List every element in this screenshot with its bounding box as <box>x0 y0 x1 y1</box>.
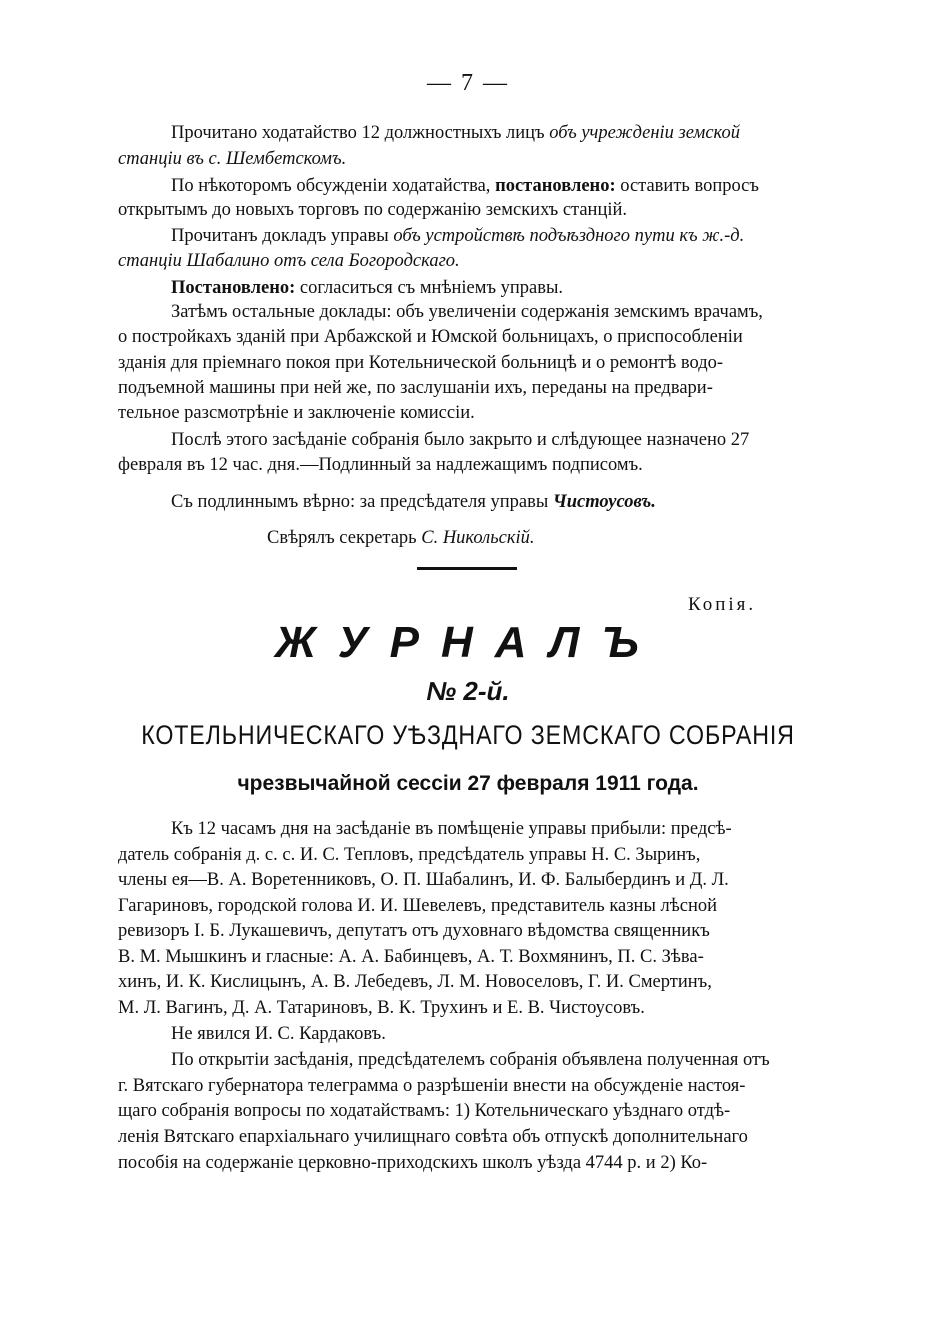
text-line <box>118 249 460 273</box>
separator-rule <box>417 567 517 570</box>
text-line <box>118 401 475 425</box>
span: пособія на содержаніе церковно-приходскихъ школъ уѣзда 4744 р. и 2) Ко- <box>118 1153 708 1173</box>
text-line <box>118 945 704 969</box>
text-line <box>171 1022 386 1046</box>
span: тельное разсмотрѣніе и заключеніе комиссіи. <box>118 403 475 423</box>
span: С. Никольскій. <box>421 528 535 548</box>
text-line <box>118 453 643 477</box>
text-line <box>118 198 627 222</box>
text-line <box>118 147 346 171</box>
span: ревизоръ І. Б. Лукашевичъ, депутатъ отъ духовнаго вѣдомства священникъ <box>118 921 710 941</box>
span: февраля въ 12 час. дня.—Подлинный за надлежащимъ подписомъ. <box>118 455 643 475</box>
span: станціи въ с. Шембетскомъ. <box>118 149 347 169</box>
span: Съ подлиннымъ вѣрно: за предсѣдателя управы <box>171 492 553 512</box>
text-line <box>171 224 744 248</box>
session-date: чрезвычайной сессіи 27 февраля 1911 года. <box>237 772 699 795</box>
page-number: — 7 — <box>427 70 509 96</box>
span: Свѣрялъ секретарь <box>267 528 422 548</box>
span: г. Вятскаго губернатора телеграмма о разрѣшеніи внести на обсужденіе настоя- <box>118 1076 746 1096</box>
span: Затѣмъ остальные доклады: объ увеличеніи содержанія земскимъ врачамъ, <box>171 302 763 322</box>
text-line <box>171 428 749 452</box>
text-line <box>118 325 743 349</box>
text-line <box>171 174 821 198</box>
text-line <box>118 1125 748 1149</box>
span: члены ея—В. А. Воретенниковъ, О. П. Шабалинъ, И. Ф. Балыбердинъ и Д. Л. <box>118 870 729 890</box>
assembly-subtitle: КОТЕЛЬНИЧЕСКАГО УѢЗДНАГО ЗЕМСКАГО СОБРАНІЯ <box>141 720 795 750</box>
span: подъемной машины при ней же, по заслушаніи ихъ, переданы на предвари- <box>118 378 713 398</box>
text-line <box>171 1048 770 1072</box>
span: щаго собранія вопросы по ходатайствамъ: 1) Котельническаго уѣзднаго отдѣ- <box>118 1101 731 1121</box>
span: станціи Шабалино отъ села Богородскаго. <box>118 251 460 271</box>
text-line <box>118 868 729 892</box>
text-line <box>171 490 656 514</box>
span: По открытіи засѣданія, предсѣдателемъ собранія объявлена полученная отъ <box>171 1050 770 1070</box>
span: Прочитано ходатайство 12 должностныхъ лицъ <box>171 123 550 143</box>
text-line <box>171 121 821 145</box>
journal-title: ЖУРНАЛЪ <box>275 618 661 667</box>
text-line <box>118 919 710 943</box>
span: Постановлено: <box>171 278 296 298</box>
span: датель собранія д. с. с. И. С. Тепловъ, предсѣдатель управы Н. С. Зыринъ, <box>118 845 701 865</box>
span: Къ 12 часамъ дня на засѣданіе въ помѣщеніе управы прибыли: предсѣ- <box>171 819 732 839</box>
text-line <box>118 996 645 1020</box>
text-line <box>118 1151 707 1175</box>
span: открытымъ до новыхъ торговъ по содержанію земскихъ станцій. <box>118 200 628 220</box>
text-line <box>171 276 563 300</box>
span: В. М. Мышкинъ и гласные: А. А. Бабинцевъ, А. Т. Вохмянинъ, П. С. Зѣва- <box>118 947 704 967</box>
text-line <box>118 376 713 400</box>
span: По нѣкоторомъ обсужденіи ходатайства, <box>171 176 496 196</box>
span: объ устройствѣ подъѣздного пути къ ж.-д. <box>393 226 745 246</box>
text-line <box>267 526 535 550</box>
span: объ учрежденіи земской <box>549 123 740 143</box>
span: зданія для пріемнаго покоя при Котельнической больницѣ и о ремонтѣ водо- <box>118 353 724 373</box>
text-line <box>171 300 763 324</box>
text-line <box>118 351 723 375</box>
span: М. Л. Вагинъ, Д. А. Татариновъ, В. К. Трухинъ и Е. В. Чистоусовъ. <box>118 998 645 1018</box>
span: оставить вопросъ <box>615 176 759 196</box>
span: постановлено: <box>495 176 616 196</box>
text-line <box>118 1099 730 1123</box>
span: Чистоусовъ. <box>552 492 656 512</box>
text-line <box>118 894 717 918</box>
span: Прочитанъ докладъ управы <box>171 226 394 246</box>
text-line <box>118 970 712 994</box>
text-line <box>171 817 732 841</box>
journal-number: № 2-й. <box>426 676 510 706</box>
span: ленія Вятскаго епархіальнаго училищнаго совѣта объ отпускѣ дополнительнаго <box>118 1127 748 1147</box>
span: Гагариновъ, городской голова И. И. Шевелевъ, представитель казны лѣсной <box>118 896 718 916</box>
span: Не явился И. С. Кардаковъ. <box>171 1024 386 1044</box>
span: о постройкахъ зданій при Арбажской и Юмской больницахъ, о приспособленіи <box>118 327 743 347</box>
text-line <box>118 843 700 867</box>
text-line <box>118 1074 745 1098</box>
span: хинъ, И. К. Кислицынъ, А. В. Лебедевъ, Л. М. Новоселовъ, Г. И. Смертинъ, <box>118 972 712 992</box>
span: Послѣ этого засѣданіе собранія было закрыто и слѣдующее назначено 27 <box>171 430 750 450</box>
copy-label: Копія. <box>688 594 757 615</box>
span: согласиться съ мнѣніемъ управы. <box>295 278 564 298</box>
